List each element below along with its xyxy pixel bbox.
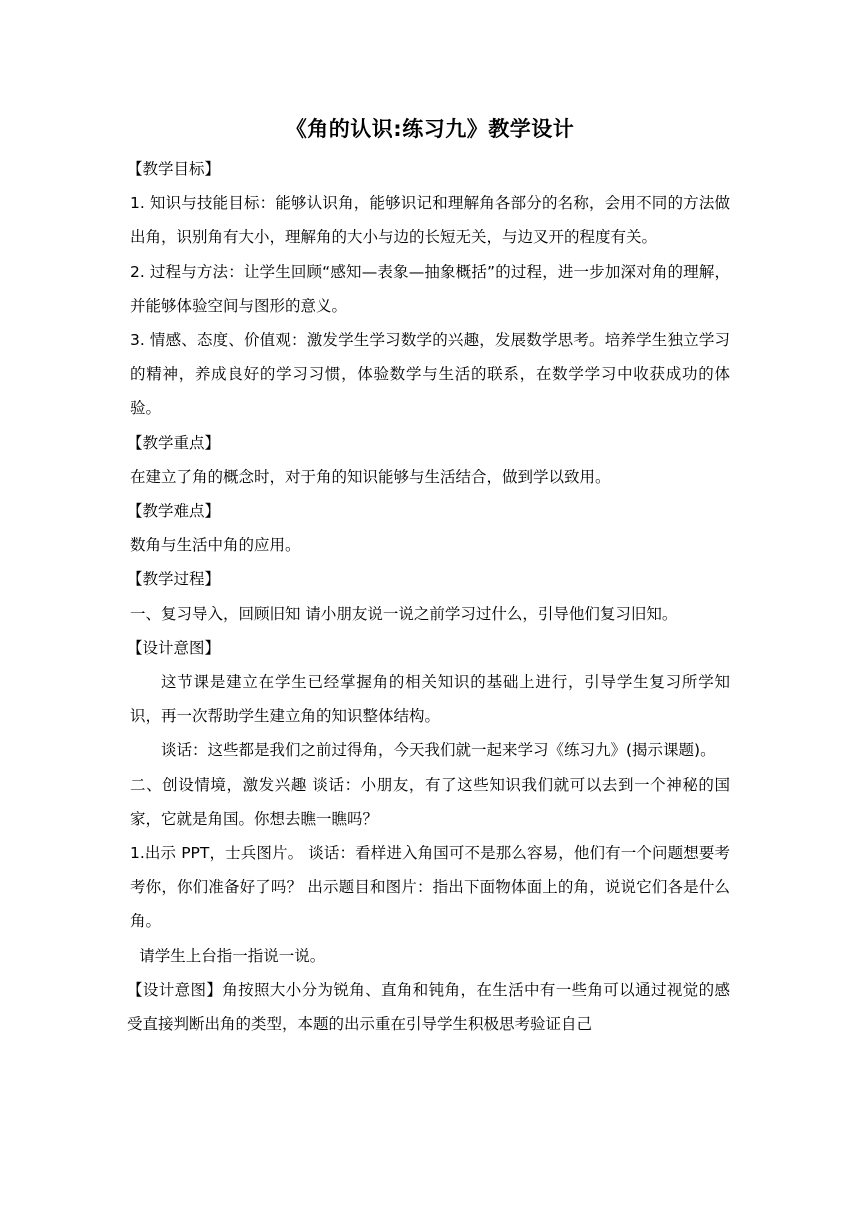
design-intent-heading: 【设计意图】	[127, 638, 221, 657]
key-points-text: 在建立了角的概念时，对于角的知识能够与生活结合，做到学以致用。	[130, 467, 611, 486]
section-heading-objectives: 【教学目标】	[127, 160, 221, 178]
objective-process-method: 2. 过程与方法：让学生回顾“感知—表象—抽象概括”的过程，进一步加深对角的理解，并能够体验空间与图形的意义。	[130, 262, 730, 315]
document-body	[127, 152, 730, 1041]
design-intent-review-text: 这节课是建立在学生已经掌握角的相关知识的基础上进行，引导学生复习所学知识，再一次帮助学生建立角的知识整体结构。	[130, 673, 730, 726]
design-intent-angle-types: 【设计意图】角按照大小分为锐角、直角和钝角，在生活中有一些角可以通过视觉的感受直接判断出角的类型，本题的出示重在引导学生积极思考验证自己	[127, 980, 730, 1034]
section-heading-process: 【教学过程】	[127, 570, 221, 589]
activity-student-pointing: 请学生上台指一指说一说。	[139, 946, 326, 965]
section-heading-difficulties: 【教学难点】	[127, 502, 221, 521]
section-heading-key-points: 【教学重点】	[127, 433, 221, 452]
process-step-scenario: 二、创设情境，激发兴趣 谈话：小朋友，有了这些知识我们就可以去到一个神秘的国家，它就是角国。你想去瞧一瞧吗？	[130, 775, 730, 828]
activity-ppt-soldier: 1.出示 PPT，士兵图片。 谈话：看样进入角国可不是那么容易，他们有一个问题想要考考你，你们准备好了吗？ 出示题目和图片：指出下面物体面上的角，说说它们各是什么角。	[130, 844, 730, 931]
difficulties-text: 数角与生活中角的应用。	[130, 536, 301, 555]
conversation-topic-intro: 谈话：这些都是我们之前过得角，今天我们就一起来学习《练习九》(揭示课题)。	[161, 741, 716, 760]
objective-emotion-attitude-values: 3. 情感、态度、价值观：激发学生学习数学的兴趣，发展数学思考。培养学生独立学习的精神，养成良好的学习习惯，体验数学与生活的联系，在数学学习中收获成功的体验。	[130, 331, 730, 418]
objective-knowledge-skills: 1. 知识与技能目标：能够认识角，能够识记和理解角各部分的名称，会用不同的方法做出角，识别角有大小，理解角的大小与边的长短无关，与边叉开的程度有关。	[130, 194, 730, 247]
document-title: 《角的认识:练习九》教学设计	[285, 117, 575, 141]
process-step-review: 一、复习导入，回顾旧知 请小朋友说一说之前学习过什么，引导他们复习旧知。	[130, 604, 678, 623]
